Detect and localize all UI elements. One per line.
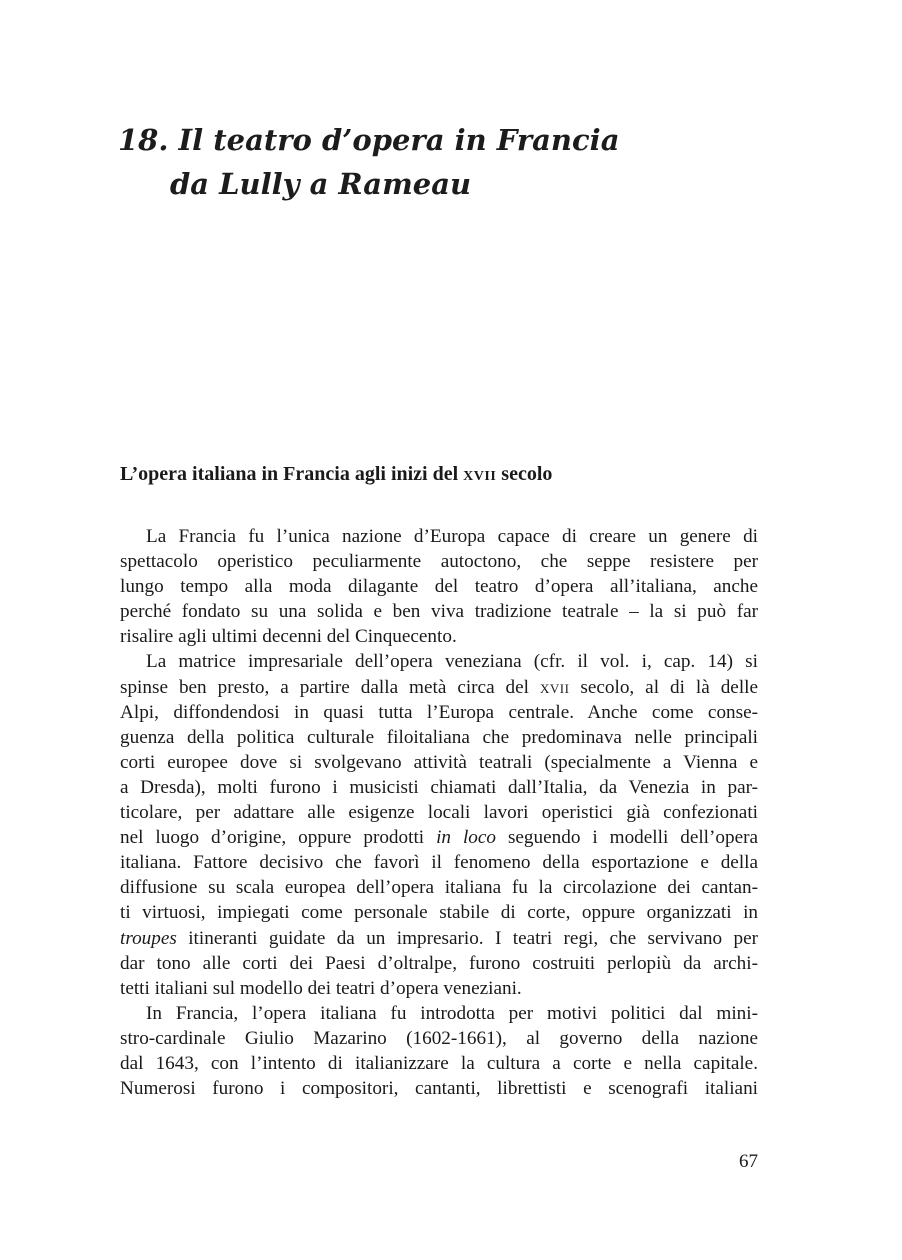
text-line: [120, 675, 758, 700]
text-line: italiana. Fattore decisivo che favorì il fenomeno della esportazione e della: [120, 852, 758, 874]
century-smallcaps: xvii: [539, 676, 570, 698]
text-line: spettacolo operistico peculiarmente autoctono, che seppe resistere per: [120, 551, 758, 573]
text-line: ti virtuosi, impiegati come personale stabile di corte, oppure organizzati in: [120, 902, 758, 924]
chapter-title-line-1: 18. Il teatro d’opera in Francia: [118, 123, 620, 157]
text-line: perché fondato su una solida e ben viva tradizione teatrale – la si può far: [120, 601, 758, 623]
text-line: risalire agli ultimi decenni del Cinquecento.: [120, 626, 457, 648]
text-segment: nel luogo d’origine, oppure prodotti: [120, 827, 437, 849]
body-text: [120, 524, 758, 1101]
text-line: guenza della politica culturale filoitaliana che predominava nelle principali: [120, 726, 758, 748]
section-heading-prefix: L’opera italiana in Francia agli inizi del: [120, 463, 464, 485]
chapter-title-line-2: da Lully a Rameau: [170, 167, 472, 201]
italic-term: in loco: [436, 827, 496, 849]
section-heading: [120, 459, 760, 489]
text-line: La Francia fu l’unica nazione d’Europa capace di creare un genere di: [146, 526, 758, 547]
text-line: dar tono alle corti dei Paesi d’oltralpe, furono costruiti perlopiù da archi-: [120, 952, 758, 974]
paragraph-3: [120, 1001, 758, 1101]
section-heading-suffix: secolo: [496, 463, 553, 485]
paragraph-2: [120, 649, 758, 1000]
text-line: dal 1643, con l’intento di italianizzare la cultura a corte e nella capitale.: [120, 1052, 758, 1074]
text-line: stro-cardinale Giulio Mazarino (1602-1661), al governo della nazione: [120, 1027, 758, 1049]
text-segment: spinse ben presto, a partire dalla metà circa del: [120, 676, 540, 698]
text-line: La matrice impresariale dell’opera veneziana (cfr. il vol. i, cap. 14) si: [146, 651, 758, 673]
text-line: Alpi, diffondendosi in quasi tutta l’Europa centrale. Anche come conse-: [120, 701, 758, 723]
text-line: ticolare, per adattare alle esigenze locali lavori operistici già confezionati: [120, 802, 758, 824]
text-segment: secolo, al di là delle: [569, 676, 758, 698]
text-line: In Francia, l’opera italiana fu introdotta per motivi politici dal mini-: [146, 1002, 758, 1024]
text-segment: itineranti guidate da un impresario. I teatri regi, che servivano per: [176, 927, 758, 949]
text-line: [120, 926, 758, 951]
chapter-title: [118, 118, 738, 206]
text-line: diffusione su scala europea dell’opera italiana fu la circolazione dei cantan-: [120, 877, 758, 899]
text-line: a Dresda), molti furono i musicisti chiamati dall’Italia, da Venezia in par-: [120, 776, 758, 798]
text-line: Numerosi furono i compositori, cantanti, librettisti e scenografi italiani: [120, 1078, 758, 1100]
text-segment: seguendo i modelli dell’opera: [496, 827, 758, 849]
text-line: corti europee dove si svolgevano attività teatrali (specialmente a Vienna e: [120, 751, 758, 773]
section-heading-century: xvii: [463, 463, 497, 485]
page-number: 67: [739, 1151, 758, 1172]
text-line: [120, 825, 758, 850]
italic-term: troupes: [120, 927, 177, 949]
text-line: tetti italiani sul modello dei teatri d’opera veneziani.: [120, 977, 522, 999]
paragraph-1: [120, 524, 758, 649]
text-line: lungo tempo alla moda dilagante del teatro d’opera all’italiana, anche: [120, 576, 758, 598]
